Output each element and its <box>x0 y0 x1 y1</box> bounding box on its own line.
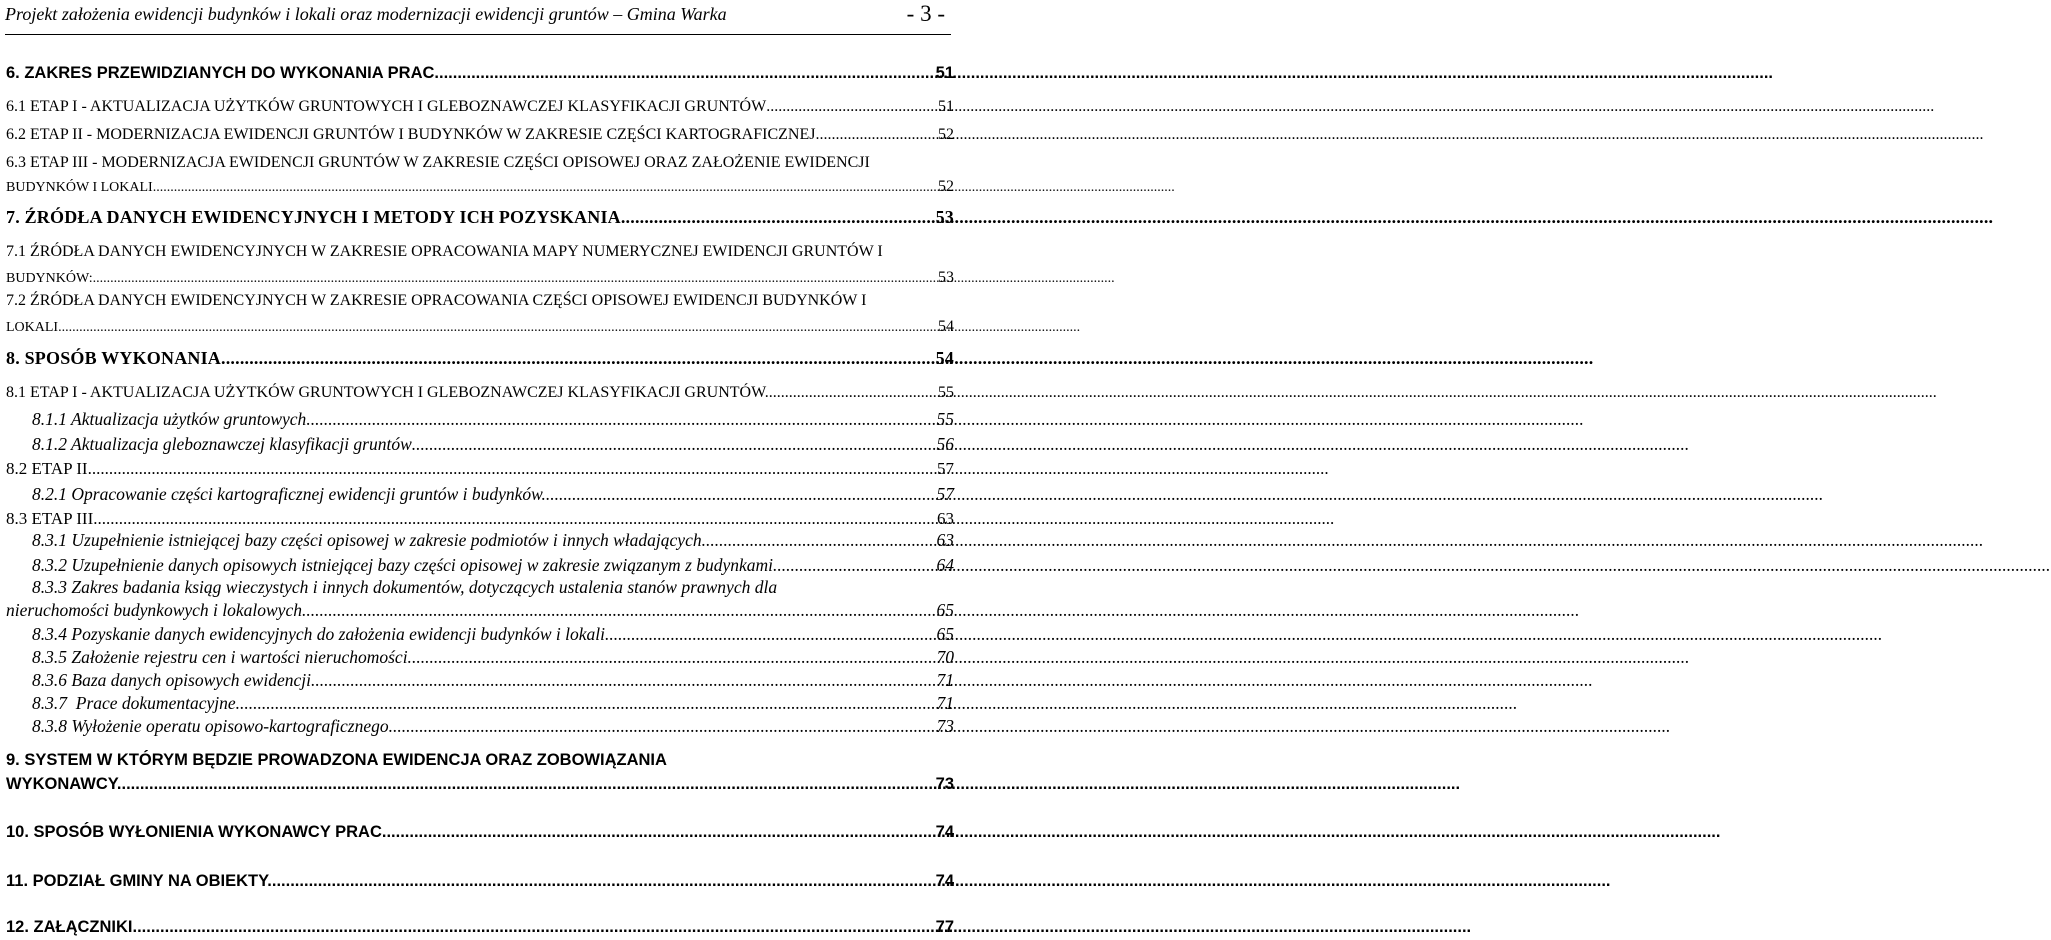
toc-entry-line1[interactable] <box>32 577 954 598</box>
toc-entry-page: 54 <box>938 318 954 335</box>
toc-entry-label-cont: BUDYNKÓW: <box>6 271 93 286</box>
toc-entry-label: 6.1 ETAP I - AKTUALIZACJA UŻYTKÓW GRUNTOWYCH I GLEBOZNAWCZEJ KLASYFIKACJI GRUNTÓW <box>6 98 767 115</box>
toc-entry[interactable] <box>32 716 954 737</box>
toc-leader <box>58 320 937 336</box>
toc-entry-line1[interactable] <box>6 292 954 310</box>
table-of-contents <box>0 0 960 940</box>
toc-entry-label: 8.3.1 Uzupełnienie istniejącej bazy części opisowej w zakresie podmiotów i innych władających. <box>32 530 706 550</box>
toc-entry[interactable] <box>6 207 954 228</box>
toc-entry[interactable] <box>32 409 954 430</box>
toc-entry-label: 7.2 ŹRÓDŁA DANYCH EWIDENCYJNYCH W ZAKRESIE OPRACOWANIA CZĘŚCI OPISOWEJ EWIDENCJI BUDYNKÓW I <box>6 292 867 309</box>
toc-entry[interactable] <box>6 348 954 369</box>
toc-leader <box>412 647 936 668</box>
document-page <box>0 0 960 940</box>
toc-leader <box>769 384 937 402</box>
toc-entry[interactable] <box>6 269 954 287</box>
header-page-number: - 3 - <box>906 1 945 26</box>
toc-entry[interactable] <box>6 872 954 891</box>
toc-entry[interactable] <box>6 823 954 842</box>
toc-entry[interactable] <box>6 775 954 794</box>
toc-leader <box>382 823 935 842</box>
toc-entry-label: 12. ZAŁĄCZNIKI <box>6 918 133 936</box>
toc-entry-label: 8.3.3 Zakres badania ksiąg wieczystych i innych dokumentów, dotyczących ustalenia stanów prawnych dla <box>32 577 778 597</box>
toc-leader <box>773 555 935 576</box>
toc-entry-page: 63 <box>937 509 954 528</box>
toc-leader <box>133 918 935 937</box>
toc-entry-label: 11. PODZIAŁ GMINY NA OBIEKTY. <box>6 872 272 890</box>
toc-entry-label-cont: LOKALI <box>6 320 59 335</box>
toc-entry[interactable] <box>6 509 954 529</box>
toc-entry[interactable] <box>32 693 954 714</box>
toc-leader <box>306 409 935 430</box>
toc-entry-label: 10. SPOSÓB WYŁONIENIA WYKONAWCY PRAC <box>6 823 382 841</box>
toc-leader <box>272 872 935 891</box>
toc-leader <box>302 600 936 621</box>
toc-entry-page: 57 <box>936 484 954 504</box>
toc-leader <box>605 624 936 645</box>
toc-entry-label: 6.2 ETAP II - MODERNIZACJA EWIDENCJI GRUNTÓW I BUDYNKÓW W ZAKRESIE CZĘŚCI KARTOGRAFICZNEJ <box>6 126 816 143</box>
header-title: Projekt założenia ewidencji budynków i lokali oraz modernizacji ewidencji gruntów – Gmina Warka <box>5 4 727 24</box>
toc-entry-page: 65 <box>936 624 954 644</box>
toc-entry-page: 52 <box>938 178 954 195</box>
toc-entry-label: 7. ŹRÓDŁA DANYCH EWIDENCYJNYCH I METODY ICH POZYSKANIA <box>6 207 621 227</box>
toc-leader <box>706 530 936 551</box>
toc-entry-page: 51 <box>938 98 954 115</box>
toc-leader <box>815 126 937 144</box>
toc-entry[interactable] <box>32 484 954 505</box>
toc-entry-page: 74 <box>935 872 954 890</box>
toc-entry-page: 53 <box>935 207 954 227</box>
toc-entry[interactable] <box>32 530 954 551</box>
toc-entry-page: 55 <box>936 409 954 429</box>
toc-entry-page: 71 <box>936 670 954 690</box>
toc-leader <box>93 509 936 529</box>
toc-entry-page: 73 <box>936 716 954 736</box>
toc-leader <box>412 434 936 455</box>
toc-leader <box>393 716 936 737</box>
toc-entry-page: 63 <box>936 530 954 550</box>
toc-entry[interactable] <box>6 178 954 196</box>
toc-entry[interactable] <box>6 459 954 479</box>
toc-entry-label: 9. SYSTEM W KTÓRYM BĘDZIE PROWADZONA EWIDENCJA ORAZ ZOBOWIĄZANIA <box>6 751 667 769</box>
toc-entry-label: 6. ZAKRES PRZEWIDZIANYCH DO WYKONANIA PRAC <box>6 64 435 82</box>
toc-entry-label: 8.1 ETAP I - AKTUALIZACJA UŻYTKÓW GRUNTOWYCH I GLEBOZNAWCZEJ KLASYFIKACJI GRUNTÓW. <box>6 384 769 401</box>
toc-entry-page: 64 <box>936 555 954 575</box>
toc-entry-label: 8.3.2 Uzupełnienie danych opisowych istniejącej bazy części opisowej w zakresie związanym z budynkami <box>32 555 774 575</box>
toc-leader <box>88 459 936 479</box>
toc-entry-page: 74 <box>935 823 954 841</box>
toc-entry[interactable] <box>6 384 954 402</box>
toc-entry-page: 70 <box>936 647 954 667</box>
toc-entry[interactable] <box>32 647 954 668</box>
toc-entry-label: 8.3.5 Założenie rejestru cen i wartości nieruchomości. <box>32 647 412 667</box>
toc-entry-label: 8. SPOSÓB WYKONANIA <box>6 348 222 368</box>
toc-leader <box>240 693 936 714</box>
toc-entry-line1[interactable] <box>6 243 954 261</box>
toc-leader <box>221 348 935 369</box>
toc-entry-line1[interactable] <box>6 751 954 770</box>
toc-entry[interactable] <box>6 64 954 83</box>
toc-leader <box>546 484 936 505</box>
toc-entry-page: 54 <box>935 348 954 368</box>
toc-entry[interactable] <box>32 434 954 455</box>
toc-entry-label-cont: nieruchomości budynkowych i lokalowych <box>6 600 302 620</box>
toc-entry[interactable] <box>32 670 954 691</box>
toc-leader <box>122 775 935 794</box>
toc-leader <box>153 180 937 196</box>
toc-entry-label: 8.1.2 Aktualizacja gleboznawczej klasyfikacji gruntów <box>32 434 412 454</box>
toc-entry-page: 77 <box>935 918 954 936</box>
toc-entry-page: 56 <box>936 434 954 454</box>
toc-leader <box>434 64 934 83</box>
toc-entry-label: 8.1.1 Aktualizacja użytków gruntowych <box>32 409 307 429</box>
toc-entry-label-cont: BUDYNKÓW I LOKALI <box>6 180 153 195</box>
toc-entry-line1[interactable] <box>6 154 954 172</box>
toc-leader <box>621 207 935 228</box>
toc-entry-label: 8.2 ETAP II <box>6 459 88 478</box>
toc-entry-label: 8.3.4 Pozyskanie danych ewidencyjnych do założenia ewidencji budynków i lokali <box>32 624 605 644</box>
toc-entry-page: 57 <box>937 459 954 478</box>
toc-leader <box>315 670 935 691</box>
toc-entry-page: 65 <box>936 600 954 620</box>
toc-entry-page: 51 <box>935 64 954 82</box>
toc-entry-label: 8.3.6 Baza danych opisowych ewidencji. <box>32 670 316 690</box>
toc-entry-label: 6.3 ETAP III - MODERNIZACJA EWIDENCJI GRUNTÓW W ZAKRESIE CZĘŚCI OPISOWEJ ORAZ ZAŁOŻENIE EWIDENCJI <box>6 154 870 171</box>
toc-entry-page: 73 <box>935 775 954 793</box>
toc-entry-page: 55 <box>938 384 954 401</box>
toc-entry-label: 8.3.7 Prace dokumentacyjne. <box>32 693 240 713</box>
toc-entry[interactable] <box>32 624 954 645</box>
toc-entry-page: 52 <box>938 126 954 143</box>
toc-leader <box>766 98 937 116</box>
toc-entry[interactable] <box>32 555 954 576</box>
toc-leader <box>93 271 937 287</box>
toc-entry[interactable] <box>6 318 954 336</box>
toc-entry-label-cont: WYKONAWCY. <box>6 775 122 793</box>
toc-entry[interactable] <box>6 918 954 937</box>
toc-entry[interactable] <box>6 600 954 621</box>
toc-entry-page: 71 <box>936 693 954 713</box>
toc-entry-label: 8.2.1 Opracowanie części kartograficznej ewidencji gruntów i budynków. <box>32 484 546 504</box>
toc-entry[interactable] <box>6 126 954 144</box>
toc-entry-label: 8.3 ETAP III <box>6 509 94 528</box>
toc-entry-page: 53 <box>938 269 954 286</box>
toc-entry-label: 7.1 ŹRÓDŁA DANYCH EWIDENCYJNYCH W ZAKRESIE OPRACOWANIA MAPY NUMERYCZNEJ EWIDENCJI GRUNTÓW I <box>6 243 883 260</box>
toc-entry[interactable] <box>6 98 954 116</box>
toc-entry-label: 8.3.8 Wyłożenie operatu opisowo-kartograficznego. <box>32 716 393 736</box>
